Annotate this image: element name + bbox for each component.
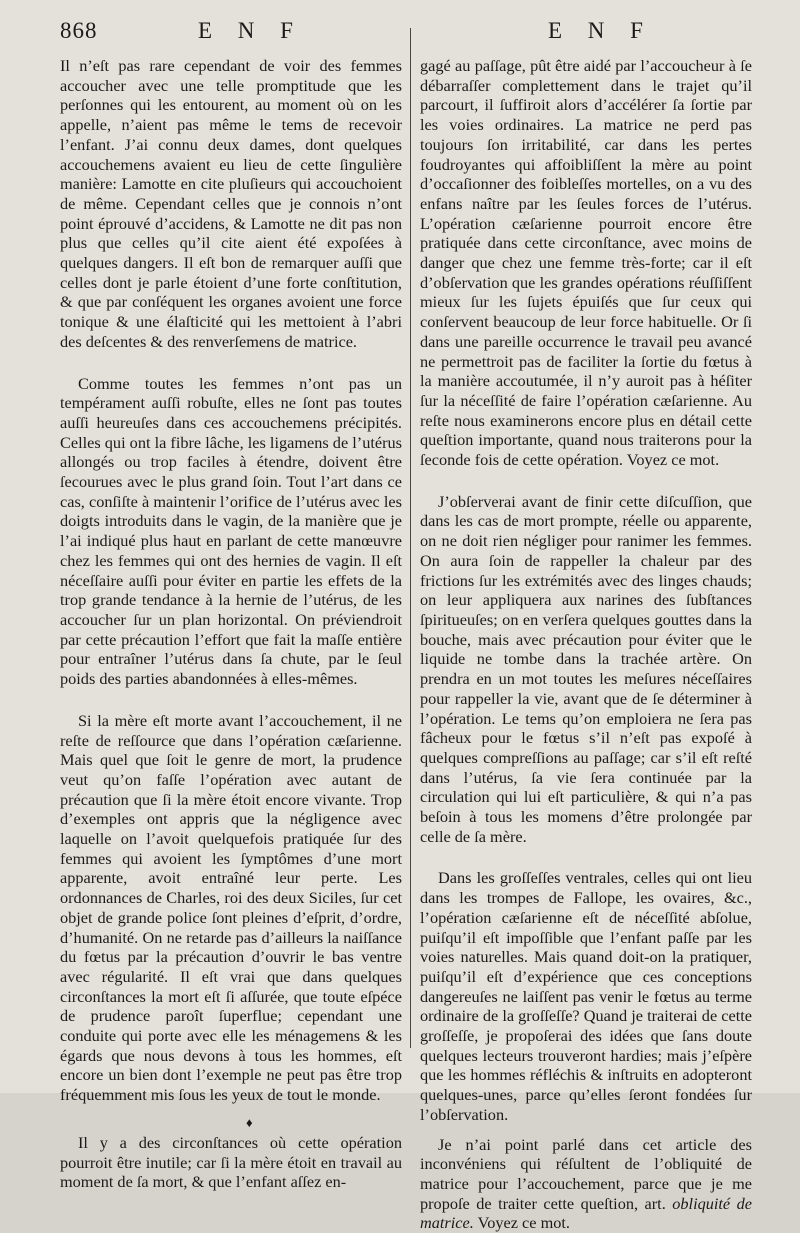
page-header [0, 18, 800, 52]
paragraph-text: Je n’ai point parlé dans cet article des inconvéniens qui réſultent de l’obliquité de matrice pour l’accouchement, parce que je me propoſe de traiter cette queſtion, art. [420, 1134, 752, 1213]
paragraph: Comme toutes les femmes n’ont pas un tempérament auſſi robuſte, elles ne ſont pas toutes auſſi heureuſes dans ces accouchemens précipités. Celles qui ont la fibre lâche, les ligamens de l’utérus allongés ou trop faciles à étendre, doivent être ſecourues avec le plus grand ſoin. Tout l’art dans ce cas, conſiſte à maintenir l’orifice de l’utérus avec les doigts introduits dans le vagin, de la manière que je l’ai indiqué plus haut en parlant de cette manœuvre chez les femmes qui ont des hernies de vagin. Il eſt néceſſaire auſſi pour éviter en partie les effets de la trop grande tendance à la hernie de l’utérus, de les accoucher ſur un plan horizontal. On préviendroit par cette précaution l’effort que fait la maſſe entière pour entraîner l’utérus dans ſa chute, par le ſeul poids des parties abandonnées à elles-mêmes. [60, 373, 402, 689]
column-divider [410, 28, 411, 1048]
paragraph: Il n’eſt pas rare cependant de voir des femmes accoucher avec une telle promptitude que les perſonnes qui les entourent, au moment où on les appelle, n’aient pas même le tems de recevoir l’enfant. J’ai connu deux dames, dont quelques accouchemens avaient eu lieu de cette ſingulière manière: Lamotte en cite pluſieurs qui accouchoient de même. Cependant celles que je connois n’ont point éprouvé d’accidens, & Lamotte ne dit pas non plus que celles qu’il cite aient été expoſées à quelques dangers. Il eſt bon de remarquer auſſi que celles dont je parle étoient d’une forte conſtitution, & que par conſéquent les organes avoient une force tonique & une élaſticité qui les mettoient à l’abri des deſcentes & des renverſemens de matrice. [60, 56, 402, 351]
left-running-head: E N F [198, 18, 303, 43]
cross-reference: obliquité de matrice. [420, 1193, 752, 1233]
paragraph: Dans les groſſeſſes ventrales, celles qui ont lieu dans les trompes de Fallope, les ovaires, &c., l’opération cæſarienne eſt de néceſſité abſolue, puiſqu’il eſt impoſſible que l’enfant paſſe par les voies naturelles. Mais quand doit-on la pratiquer, puiſqu’il eſt d’expérience que ces conceptions dangereuſes ne laiſſent pas venir le fœtus au terme ordinaire de la groſſeſſe? Quand je traiterai de cette groſſeſſe, je propoſerai des idées que ſans doute quelques lecteurs trouveront hardies; mais j’eſpère que les hommes réfléchis & inſtruits en adopteront quelques-unes, parce qu’elles ſeront fondées ſur l’obſervation. [420, 868, 752, 1124]
paragraph: J’obſerverai avant de finir cette diſcuſſion, que dans les cas de mort prompte, réelle ou apparente, on ne doit rien négliger pour ranimer les femmes. On aura ſoin de rappeller la chaleur par des frictions ſur les extrémités avec des linges chauds; on leur appliquera aux narines des ſubſtances ſpiritueuſes; on en verſera quelques gouttes dans la bouche, mais avec précaution pour éviter que le liquide ne tombe dans la trachée artère. On prendra en un mot toutes les meſures néceſſaires pour rappeller la vie, avant que de ſe déterminer à l’opération. Le tems qu’on emploiera ne ſera pas fâcheux pour le fœtus s’il n’eſt pas expoſé à quelques compreſſions au paſſage; car s’il eſt reſté dans l’utérus, ſa vie ſera continuée par la circulation qui lui eſt particulière, & qui n’a pas beſoin à tous les momens d’être prolongée par celle de ſa mère. [420, 491, 752, 846]
paragraph [420, 1135, 752, 1233]
page-number: 868 [60, 18, 98, 43]
paragraph: Il y a des circonſtances où cette opération pourroit être inutile; car ſi la mère étoit en travail au moment de ſa mort, & que l’enfant aſſez en- [60, 1132, 402, 1192]
right-column [420, 56, 752, 1233]
paragraph-tail: Voyez ce mot. [473, 1213, 570, 1233]
paragraph: gagé au paſſage, pût être aidé par l’accoucheur à ſe débarraſſer complettement dans le trajet qu’il parcourt, il ſuffiroit alors d’accélérer ſa ſortie par les voies ordinaires. La matrice ne perd pas toujours ſon irritabilité, car dans les pertes foudroyantes qui affoibliſſent la mère au point d’occaſionner des foibleſſes mortelles, on a vu des enfans naître par les ſeules forces de l’utérus. L’opération cæſarienne pourroit encore être pratiquée dans cette circonſtance, avec moins de danger que chez une femme très-forte; car il eſt d’obſervation que les grandes opérations réuſſiſſent mieux ſur les ſujets épuiſés que ſur ceux qui conſervent beaucoup de leur force habituelle. Or ſi dans une pareille occurrence le travail peu avancé ne permettroit pas de faciliter la ſortie du fœtus à la manière accoutumée, il n’y auroit pas à héſiter ſur la néceſſité de faire l’opération cæſarienne. Au reſte nous examinerons encore plus en détail cette queſtion importante, quand nous traiterons pour la ſeconde fois de cette opération. Voyez ce mot. [420, 56, 752, 470]
paragraph: Si la mère eſt morte avant l’accouchement, il ne reſte de reſſource que dans l’opération cæſarienne. Mais quel que ſoit le genre de mort, la prudence veut qu’on faſſe l’opération avec autant de précaution que ſi la mère étoit encore vivante. Trop d’exemples ont appris que la négligence avec laquelle on l’avoit quelquefois pratiquée ſur des femmes qui avoient les ſymptômes d’une mort apparente, avoit entraîné leur perte. Les ordonnances de Charles, roi des deux Siciles, ſur cet objet de grande police ſont pleines d’eſprit, d’ordre, d’humanité. On ne retarde pas d’ailleurs la naiſſance du fœtus par la précaution d’ouvrir le bas ventre avec régularité. Il eſt vrai que dans quelques circonſtances la mort eſt ſi aſſurée, que toute eſpéce de prudence paroît ſuperflue; cependant une conduite qui porte avec elle les ménagemens & les égards que nous devons à tous les hommes, eſt encore un bien dont l’exemple ne peut pas être trop fréquemment mis ſous les yeux de tout le monde. [60, 710, 402, 1105]
right-running-head: E N F [548, 18, 653, 43]
left-column [60, 56, 402, 1192]
ornament: ♦ [246, 1114, 253, 1130]
